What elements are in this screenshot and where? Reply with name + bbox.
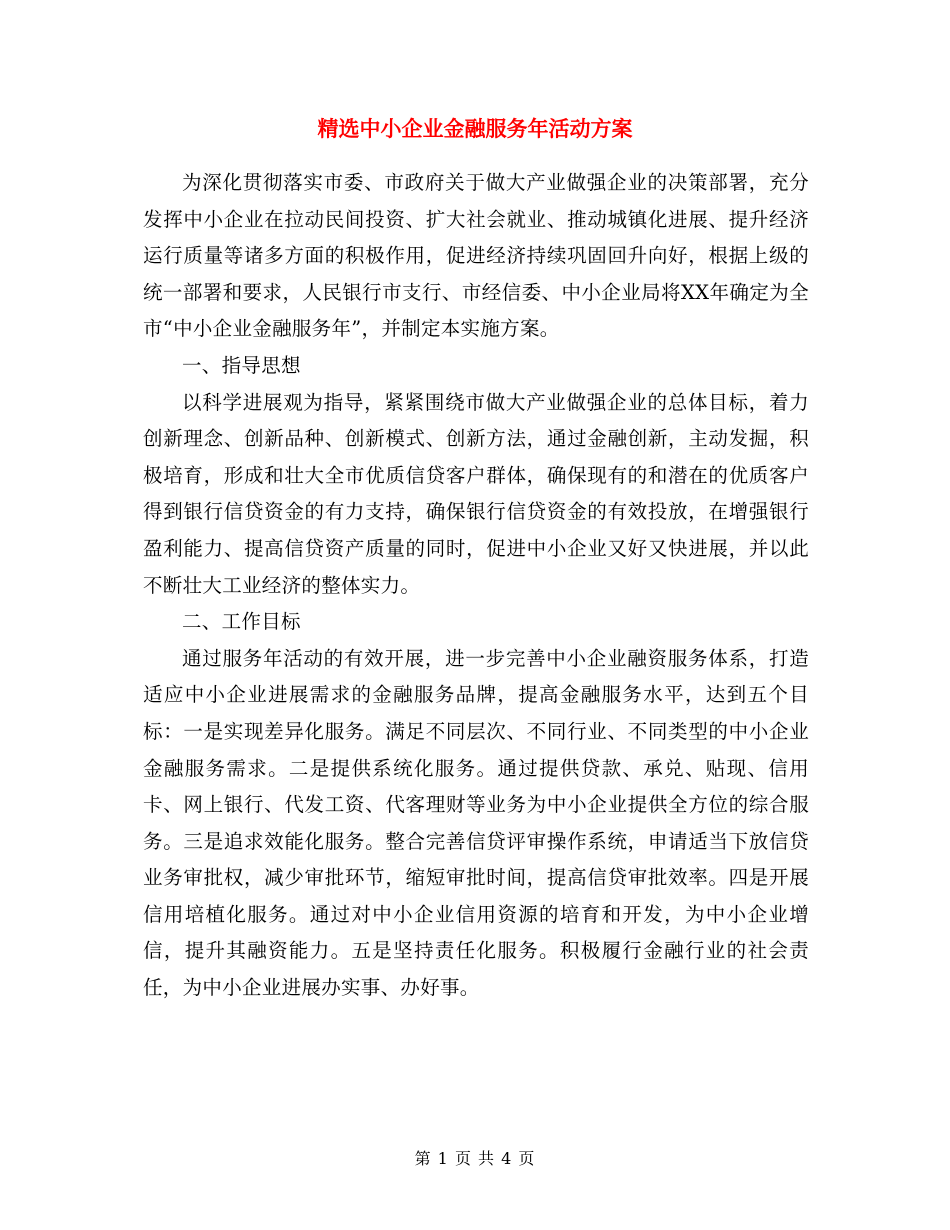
section-heading-work-goals: 二、工作目标 xyxy=(182,610,301,634)
page-number-footer: 第 1 页 共 4 页 xyxy=(414,1149,536,1168)
section-heading-guiding-ideology: 一、指导思想 xyxy=(182,353,301,377)
intro-paragraph: 为深化贯彻落实市委、市政府关于做大产业做强企业的决策部署，充分发挥中小企业在拉动民间投资、扩大社会就业、推动城镇化进展、提升经济运行质量等诸多方面的积极作用，促进经济持续巩固回升向好，根据上级的统一部署和要求，人民银行市支行、市经信委、中小企业局将XX年确定为全市“中小企业金融服务年”，并制定本实施方案。 xyxy=(143,171,809,341)
document-title: 精选中小企业金融服务年活动方案 xyxy=(317,116,633,141)
guiding-ideology-paragraph: 以科学进展观为指导，紧紧围绕市做大产业做强企业的总体目标，着力创新理念、创新品种、创新模式、创新方法，通过金融创新，主动发掘，积极培育，形成和壮大全市优质信贷客户群体，确保现有的和潜在的优质客户得到银行信贷资金的有力支持，确保银行信贷资金的有效投放，在增强银行盈利能力、提高信贷资产质量的同时，促进中小企业又好又快进展，并以此不断壮大工业经济的整体实力。 xyxy=(143,390,809,597)
work-goals-paragraph: 通过服务年活动的有效开展，进一步完善中小企业融资服务体系，打造适应中小企业进展需求的金融服务品牌，提高金融服务水平，达到五个目标：一是实现差异化服务。满足不同层次、不同行业、不同类型的中小企业金融服务需求。二是提供系统化服务。通过提供贷款、承兑、贴现、信用卡、网上银行、代发工资、代客理财等业务为中小企业提供全方位的综合服务。三是追求效能化服务。整合完善信贷评审操作系统，申请适当下放信贷业务审批权，减少审批环节，缩短审批时间，提高信贷审批效率。四是开展信用培植化服务。通过对中小企业信用资源的培育和开发，为中小企业增信，提升其融资能力。五是坚持责任化服务。积极履行金融行业的社会责任，为中小企业进展办实事、办好事。 xyxy=(143,646,809,1000)
document-body xyxy=(143,165,809,1007)
